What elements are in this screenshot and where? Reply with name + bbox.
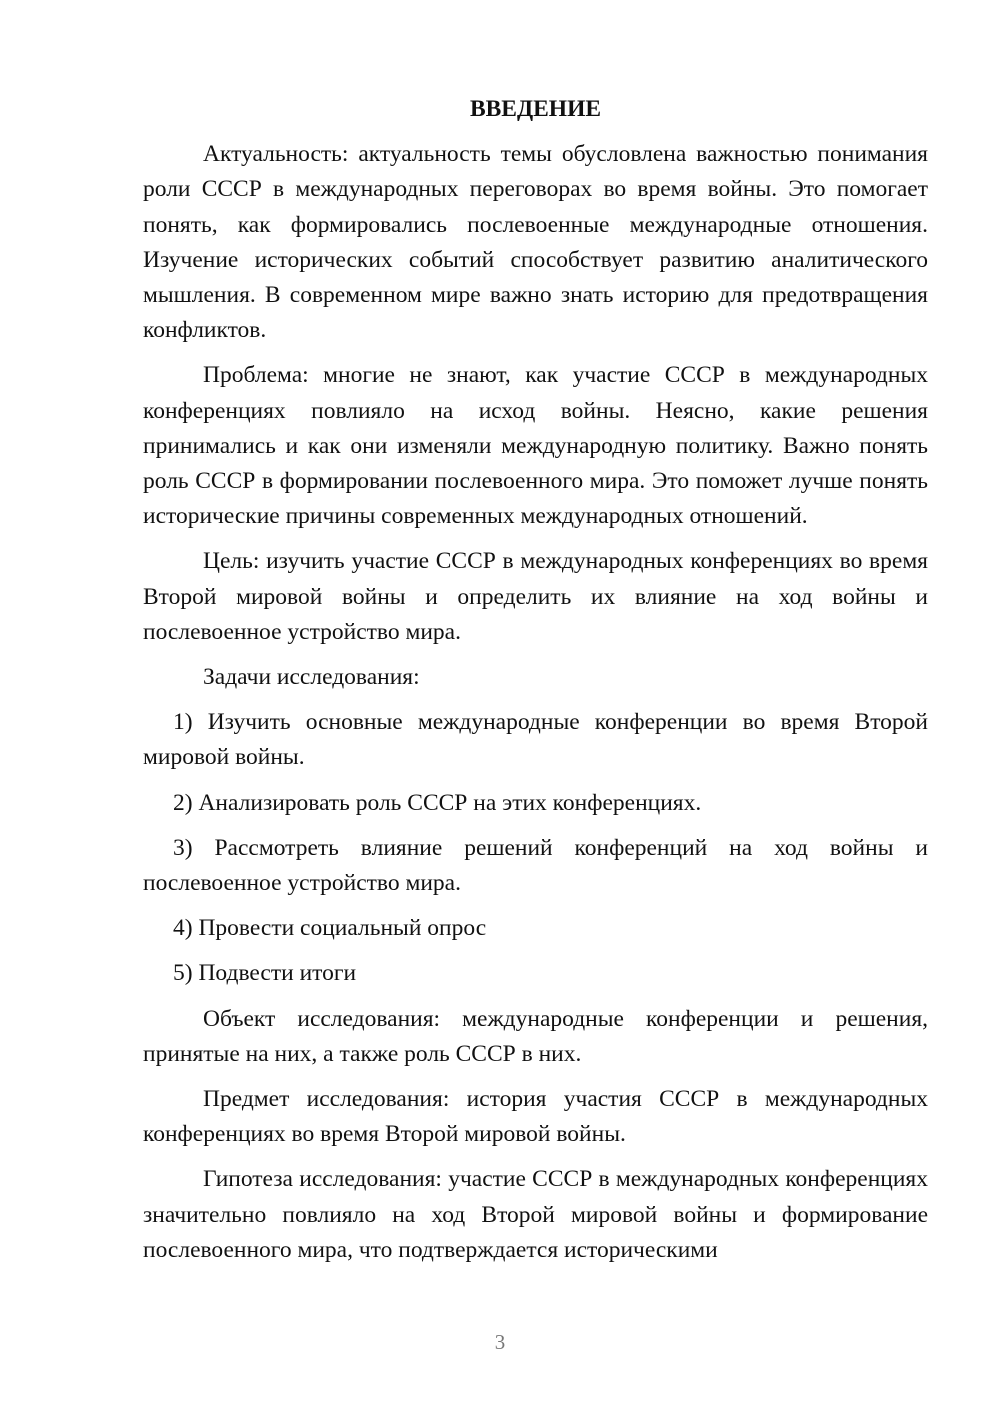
page-number: 3 bbox=[494, 1330, 506, 1354]
problem-paragraph: Проблема: многие не знают, как участие СССР в международных конференциях повлияло на исход войны. Неясно, какие решения принимались и как они изменяли международную политику. Важно понять роль СССР в формировании послевоенного мира. Это поможет лучше понять исторические причины современных международных отношений. bbox=[143, 362, 928, 530]
goal-paragraph: Цель: изучить участие СССР в международных конференциях во время Второй мировой войны и определить их влияние на ход войны и послевоенное устройство мира. bbox=[143, 548, 928, 645]
task-item-1: 1) Изучить основные международные конференции во время Второй мировой войны. bbox=[143, 709, 928, 771]
task-item-2: 2) Анализировать роль СССР на этих конференциях. bbox=[173, 789, 702, 816]
page-content bbox=[143, 92, 928, 1278]
task-item-4: 4) Провести социальный опрос bbox=[173, 915, 487, 942]
section-heading: ВВЕДЕНИЕ bbox=[469, 96, 602, 122]
relevance-paragraph: Актуальность: актуальность темы обусловлена важностью понимания роли СССР в международных переговорах во время войны. Это помогает понять, как формировались послевоенные международные отношения. Изучение исторических событий способствует развитию аналитического мышления. В современном мире важно знать историю для предотвращения конфликтов. bbox=[143, 141, 928, 344]
object-paragraph: Объект исследования: международные конференции и решения, принятые на них, а также роль СССР в них. bbox=[143, 1005, 928, 1067]
subject-paragraph: Предмет исследования: история участия СССР в международных конференциях во время Второй мировой войны. bbox=[143, 1086, 928, 1148]
task-item-5: 5) Подвести итоги bbox=[173, 960, 357, 987]
task-item-3: 3) Рассмотреть влияние решений конференций на ход войны и послевоенное устройство мира. bbox=[143, 834, 928, 897]
hypothesis-paragraph: Гипотеза исследования: участие СССР в международных конференциях значительно повлияло на ход Второй мировой войны и формирование послевоенного мира, что подтверждается историческими bbox=[143, 1166, 928, 1263]
tasks-heading: Задачи исследования: bbox=[203, 664, 420, 691]
